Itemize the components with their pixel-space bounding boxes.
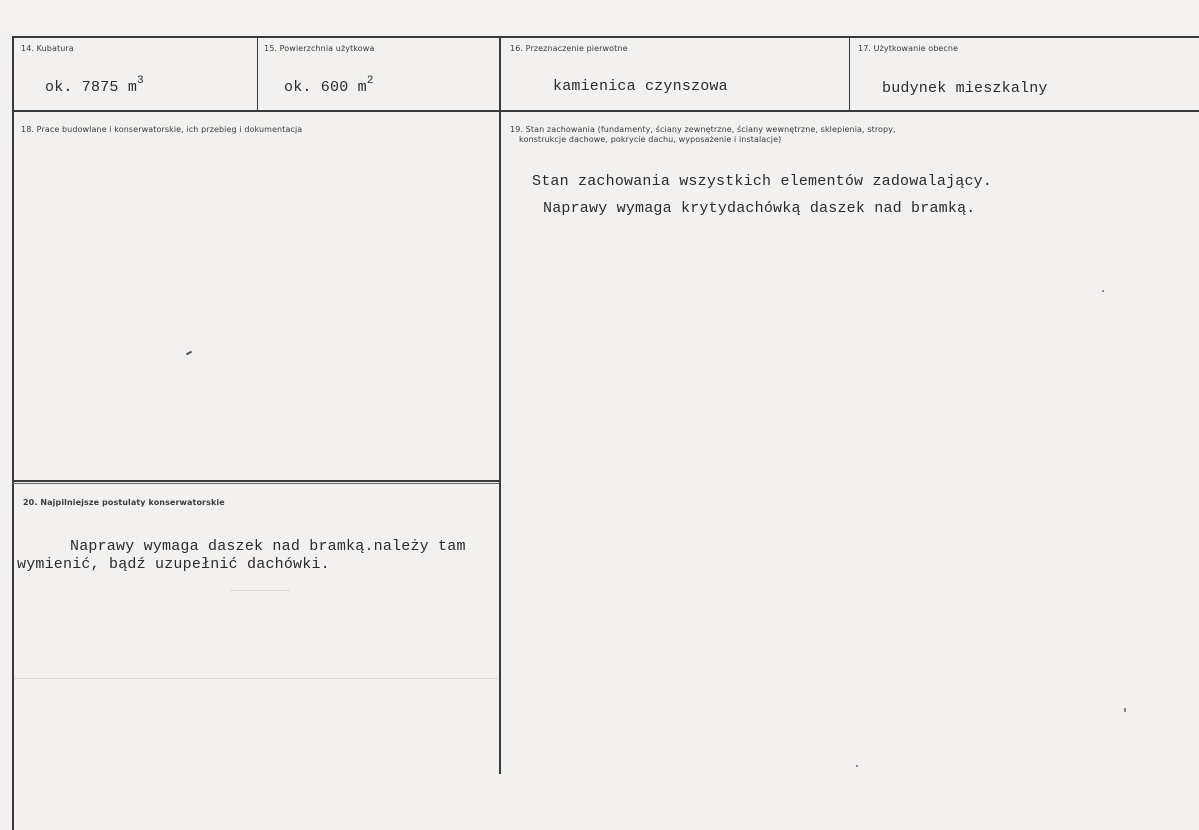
- value-uzytkowanie: budynek mieszkalny: [882, 80, 1048, 97]
- label-przeznaczenie: 16. Przeznaczenie pierwotne: [510, 44, 628, 53]
- label-stan-zachowania-1: 19. Stan zachowania (fundamenty, ściany zewnętrzne, ściany wewnętrzne, sklepienia, stropy,: [510, 125, 896, 134]
- text-postulaty-1: Naprawy wymaga daszek nad bramką.należy tam: [70, 538, 466, 555]
- divider-14-15: [257, 36, 258, 111]
- text-postulaty-2: wymienić, bądź uzupełnić dachówki.: [17, 556, 330, 573]
- divider-16-17: [849, 36, 850, 111]
- faint-rule: [14, 678, 498, 679]
- paper-speck: [856, 765, 858, 767]
- label-postulaty: 20. Najpilniejsze postulaty konserwatorskie: [23, 498, 225, 507]
- value-powierzchnia-sup: 2: [366, 75, 374, 87]
- paper-speck: [186, 351, 192, 356]
- value-kubatura-sup: 3: [137, 75, 144, 87]
- value-przeznaczenie: kamienica czynszowa: [553, 78, 728, 95]
- row2-split-border: [12, 480, 499, 482]
- paper-speck: [1102, 290, 1104, 292]
- left-border: [12, 36, 14, 830]
- label-prace-budowlane: 18. Prace budowlane i konserwatorskie, ich przebieg i dokumentacja: [21, 125, 303, 134]
- faint-rule: [230, 590, 290, 591]
- value-kubatura-text: ok. 7875 m: [45, 79, 138, 96]
- text-stan-zachowania-2: Naprawy wymaga krytydachówką daszek nad bramką.: [543, 200, 976, 217]
- label-stan-zachowania-2: konstrukcje dachowe, pokrycie dachu, wyposażenie i instalacje): [519, 135, 782, 144]
- row1-bottom-border: [12, 110, 1199, 112]
- text-stan-zachowania-1: Stan zachowania wszystkich elementów zadowalający.: [532, 173, 993, 190]
- value-powierzchnia-text: ok. 600 m: [284, 79, 367, 96]
- value-kubatura: [45, 77, 144, 96]
- label-powierzchnia: 15. Powierzchnia użytkowa: [264, 44, 375, 53]
- label-uzytkowanie: 17. Użytkowanie obecne: [858, 44, 959, 53]
- top-strip: [0, 0, 1199, 33]
- label-kubatura: 14. Kubatura: [21, 44, 74, 53]
- center-divider: [499, 36, 501, 774]
- value-powierzchnia: [284, 77, 374, 96]
- paper-speck: [1124, 708, 1126, 712]
- top-border: [12, 36, 1199, 38]
- row2-split-border-second: [12, 483, 499, 484]
